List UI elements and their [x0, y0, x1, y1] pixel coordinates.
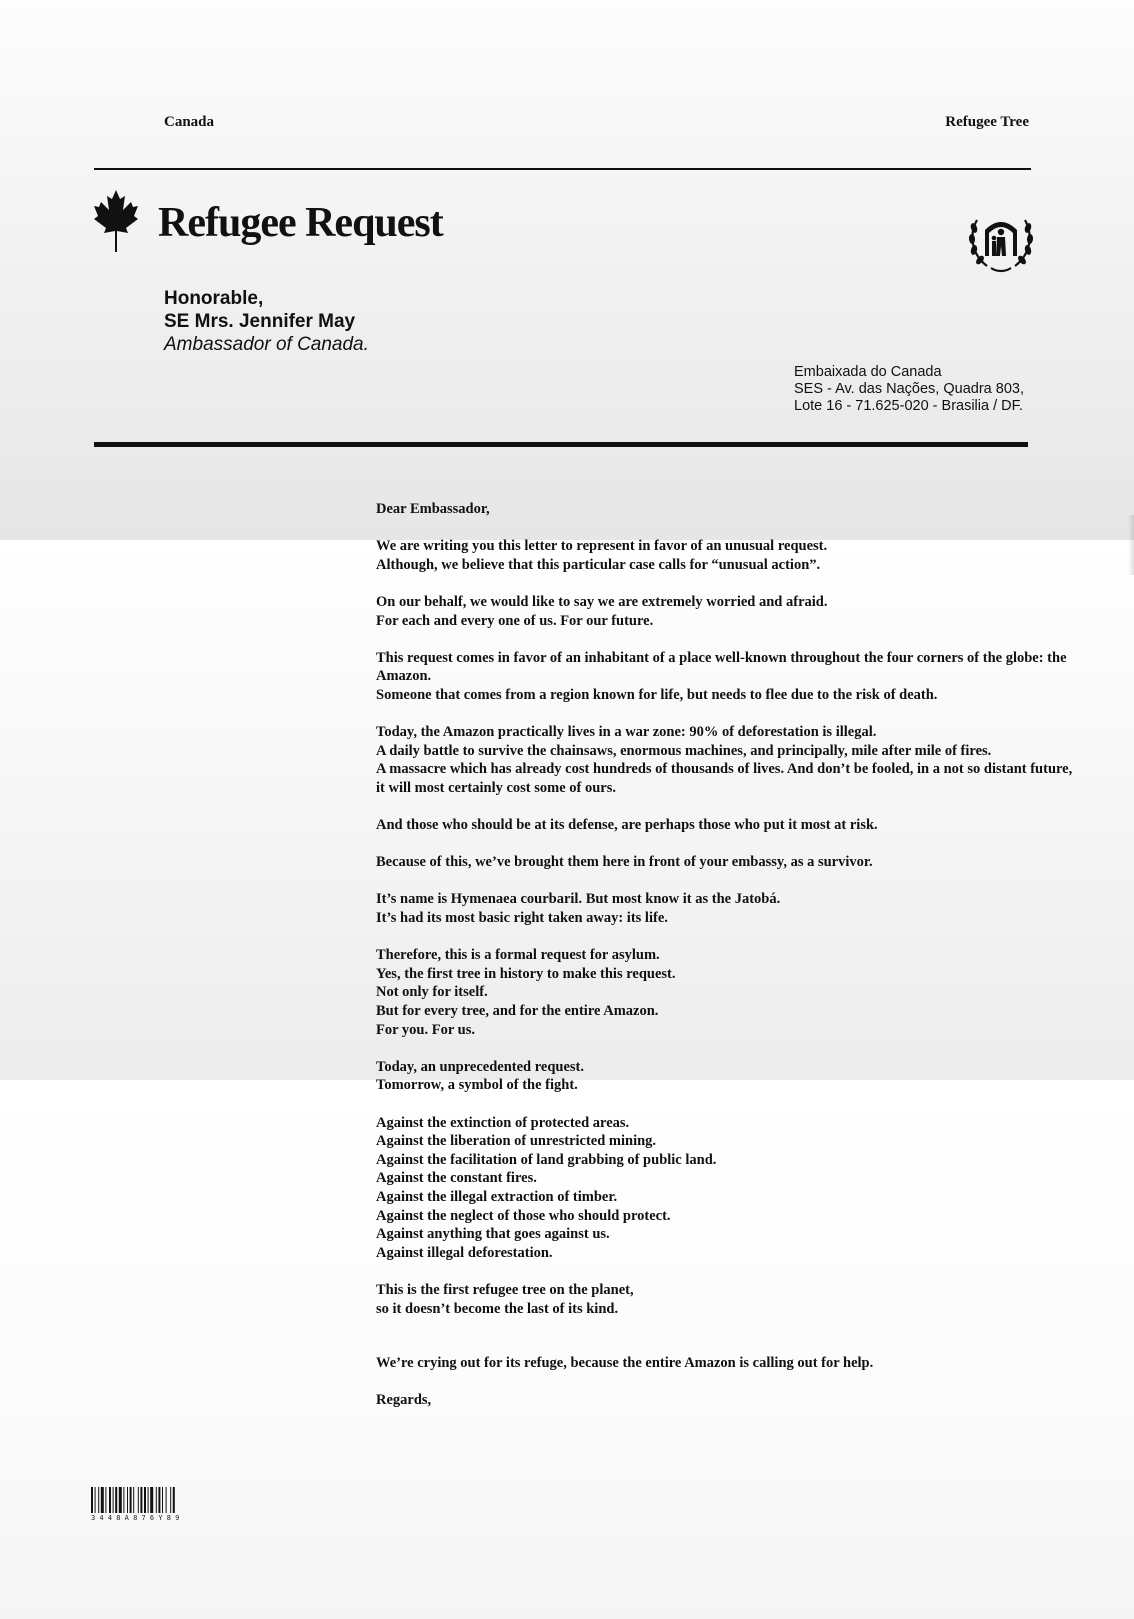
- letter-greeting: Dear Embassador,: [376, 501, 490, 517]
- addressee-name: SE Mrs. Jennifer May: [164, 311, 356, 332]
- address-line: SES - Av. das Nações, Quadra 803,: [794, 381, 1024, 397]
- header-country: Canada: [164, 114, 215, 130]
- letter-paragraph: We are writing you this letter to represent in favor of an unusual request. Although, we believe that this particular case calls for “unusual action”.: [376, 538, 828, 573]
- unhcr-emblem-icon: [965, 208, 1037, 276]
- letter-paragraph: Therefore, this is a formal request for asylum. Yes, the first tree in history to make this request. Not only for itself. But for every tree, and for the entire Amazon. For you. For us.: [376, 947, 676, 1038]
- barcode: [91, 1487, 206, 1525]
- address-divider: [94, 442, 1028, 447]
- letter-paragraph: On our behalf, we would like to say we are extremely worried and afraid. For each and every one of us. For our future.: [376, 593, 828, 629]
- barcode-digits: 3448A876Y89: [91, 1514, 184, 1522]
- letter-paragraph: We’re crying out for its refuge, because the entire Amazon is calling out for help.: [376, 1355, 874, 1372]
- header-divider: [94, 168, 1031, 170]
- address-line: Embaixada do Canada: [794, 364, 942, 380]
- letter-paragraph: And those who should be at its defense, are perhaps those who put it most at risk.: [376, 817, 878, 834]
- letter-paragraph: It’s name is Hymenaea courbaril. But most know it as the Jatobá. It’s had its most basic right taken away: its life.: [376, 891, 781, 927]
- addressee-role: Ambassador of Canada.: [164, 334, 369, 355]
- paper-fold-edge: [1128, 515, 1134, 575]
- addressee-salutation: Honorable,: [164, 288, 264, 309]
- letter-body: [376, 500, 1076, 1429]
- letter-paragraph: Against the extinction of protected areas. Against the liberation of unrestricted mining. Against the facilitation of land grabbing of public land. Against the constant fires. Against the illegal extraction of timber. Against the neglect of those who should protect. Against anything that goes against us. Against illegal deforestation.: [376, 1114, 717, 1261]
- letter-paragraph: This is the first refugee tree on the planet, so it doesn’t become the last of its kind.: [376, 1281, 634, 1317]
- letter-paragraph: Today, the Amazon practically lives in a war zone: 90% of deforestation is illegal. A daily battle to survive the chainsaws, enormous machines, and principally, mile after mile of fires. A massacre which has already cost hundreds of thousands of lives. And don’t be fooled, in a not so distant future, it will most certainly cost some of ours.: [376, 724, 1073, 796]
- header-campaign: Refugee Tree: [945, 114, 1029, 130]
- letter-paragraph: This request comes in favor of an inhabitant of a place well-known throughout the four corners of the globe: the Amazon. Someone that comes from a region known for life, but needs to flee due to the risk of death.: [376, 649, 1067, 703]
- letter-closing: Regards,: [376, 1392, 432, 1409]
- embassy-address: [794, 364, 1024, 415]
- page-title: Refugee Request: [158, 200, 443, 246]
- letter-paragraph: Because of this, we’ve brought them here in front of your embassy, as a survivor.: [376, 854, 873, 871]
- paper-panel-top: [0, 0, 1134, 540]
- maple-leaf-icon: [94, 190, 138, 252]
- addressee-block: [164, 287, 369, 356]
- barcode-icon: [91, 1487, 206, 1513]
- address-line: Lote 16 - 71.625-020 - Brasilia / DF.: [794, 398, 1023, 414]
- letter-paragraph: Today, an unprecedented request. Tomorrow, a symbol of the fight.: [376, 1058, 585, 1094]
